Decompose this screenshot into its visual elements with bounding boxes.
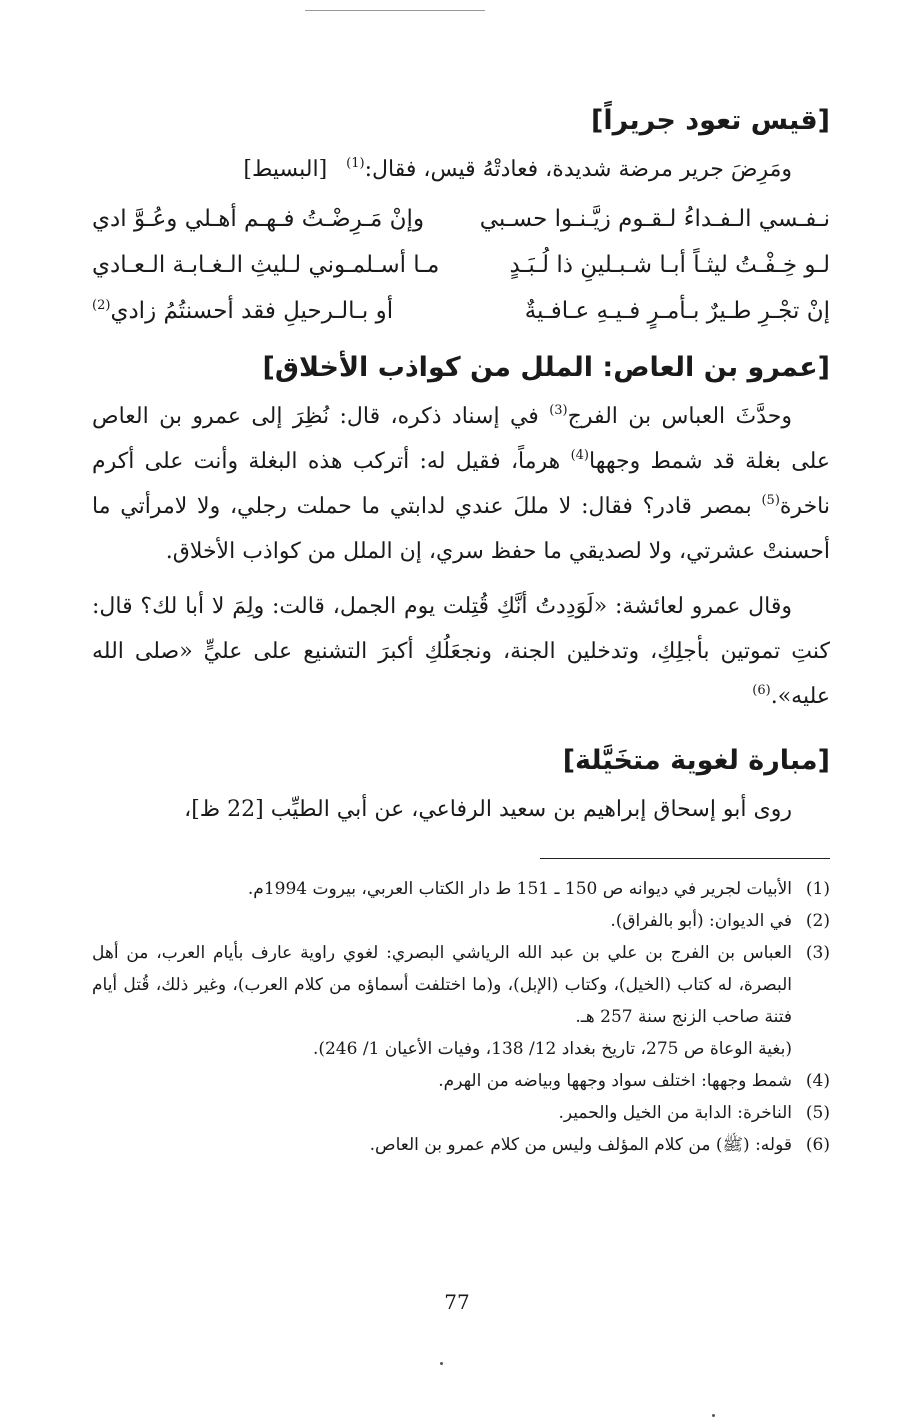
verse-first-hemistich: لـو خِـفْـتُ ليثـاً أبـا شـبـلينِ ذا لُـبَـدٍ [509,252,830,278]
paragraph-amr-1 [92,394,830,574]
text-run: هرماً، فقيل له: أتركب هذه البغلة وأنت على أكرم ناخرة [92,449,830,519]
verse-first-hemistich: إنْ تجْـرِ طـيرٌ بـأمـرٍ فـيـهِ عـافـيةٌ [524,298,830,324]
footnote-ref-6[interactable]: (6) [752,682,771,698]
footnote-item [92,1097,830,1129]
verse-second-hemistich [92,288,446,334]
footnote-ref-2[interactable]: (2) [92,297,111,313]
footnote-item [92,1065,830,1097]
footnote-number: (2) [805,911,830,931]
footnote-text: الناخرة: الدابة من الخيل والحمير. [558,1103,792,1123]
footnote-number: (5) [805,1103,830,1123]
footnote-text: قوله: (ﷺ) من كلام المؤلف وليس من كلام عمرو بن العاص. [369,1135,792,1155]
footnote-text: الأبيات لجرير في ديوانه ص 150 ـ 151 ط دار الكتاب العربي، بيروت 1994م. [247,879,792,899]
paragraph-mubara-1: روى أبو إسحاق إبراهيم بن سعيد الرفاعي، عن أبي الطيِّب [22 ظ]، [184,797,792,822]
intro-text: ومَرِضَ جرير مرضة شديدة، فعادتْهُ قيس، فقال: [364,157,792,182]
intro-line [92,147,830,192]
footnote-ref-5[interactable]: (5) [761,492,780,508]
footnotes [92,873,830,1161]
footnote-continuation: (بغية الوعاة ص 275، تاريخ بغداد 12/ 138، وفيات الأعيان 1/ 246). [312,1039,792,1059]
footnote-number: (1) [805,879,830,899]
text-run: بمصر قادر؟ فقال: لا مللَ عندي لدابتي ما حملت رجلي، ولا لامرأتي ما أحسنتْ عشرتي، ولا لصديقي ما حفظ سري، إن الملل من كواذب الأخلاق. [92,494,830,564]
footnote-item [92,905,830,937]
scan-speck [440,1362,443,1365]
footnote-item [92,873,830,905]
footnote-number: (3) [805,943,830,963]
text-run: وقال عمرو لعائشة: «لَوَدِدتُ أنَّكِ قُتِلت يوم الجمل، قالت: ولِمَ لا أبا لك؟ قال: كنتِ تموتين بأجلِكِ، وتدخلين الجنة، ونجعَلُكِ أكبرَ التشنيع على عليٍّ «صلى الله عليه». [92,594,830,709]
footnote-item [92,937,830,1033]
section-heading-qays: [قيس تعود جريراً] [591,105,830,136]
footnote-text: في الديوان: (أبو بالفراق). [610,911,792,931]
footnote-number: (6) [805,1135,830,1155]
footnote-ref-4[interactable]: (4) [570,447,589,463]
meter-label: [البسيط] [243,157,328,182]
verse-line [92,288,830,334]
footnote-ref-1[interactable]: (1) [346,155,365,171]
text-run: وحدَّثَ العباس بن الفرج [567,404,792,429]
footnote-text: شمط وجهها: اختلف سواد وجهها وبياضه من الهرم. [438,1071,792,1091]
verse-line [92,196,830,242]
verse-second-hemistich: وإنْ مَـرِضْـتُ فـهـم أهـلي وعُـوَّ ادي [92,206,425,232]
verse-first-hemistich: نـفـسي الـفـداءُ لـقـوم زيَّـنـوا حسـبي [479,206,830,232]
page-number: 77 [444,1290,470,1314]
verse-line [92,242,830,288]
section-heading-mubara: [مبارة لغوية متخَيَّلة] [562,745,830,776]
verse-text: أو بـالـرحيلِ فقد أحسنتُمُ زادي [110,298,394,324]
footnote-ref-3[interactable]: (3) [549,402,568,418]
paragraph-amr-2 [92,584,830,719]
poem [92,196,830,334]
scan-speck [712,1414,715,1417]
footnote-text: العباس بن الفرج بن علي بن عبد الله الرياشي البصري: لغوي راوية عارف بأيام العرب، من أهل البصرة، له كتاب (الخيل)، وكتاب (الإبل)، و(ما اختلفت أسماؤه من كلام العرب)، وغير ذلك، قُتل أيام فتنة صاحب الزنج سنة 257 هـ. [92,943,792,1027]
footnote-number: (4) [805,1071,830,1091]
section-heading-amr: [عمرو بن العاص: الملل من كواذب الأخلاق] [262,352,830,383]
top-rule [305,10,485,11]
text-run: في إسناد ذكره، قال: نُظِرَ إلى عمرو بن العاص على بغلة قد شمط وجهها [92,404,831,474]
verse-second-hemistich: مـا أسـلمـوني لـليثِ الـغـابـة الـعـادي [92,252,440,278]
footnote-item [92,1129,830,1161]
footnote-separator [540,858,830,859]
page-body [92,95,830,1161]
